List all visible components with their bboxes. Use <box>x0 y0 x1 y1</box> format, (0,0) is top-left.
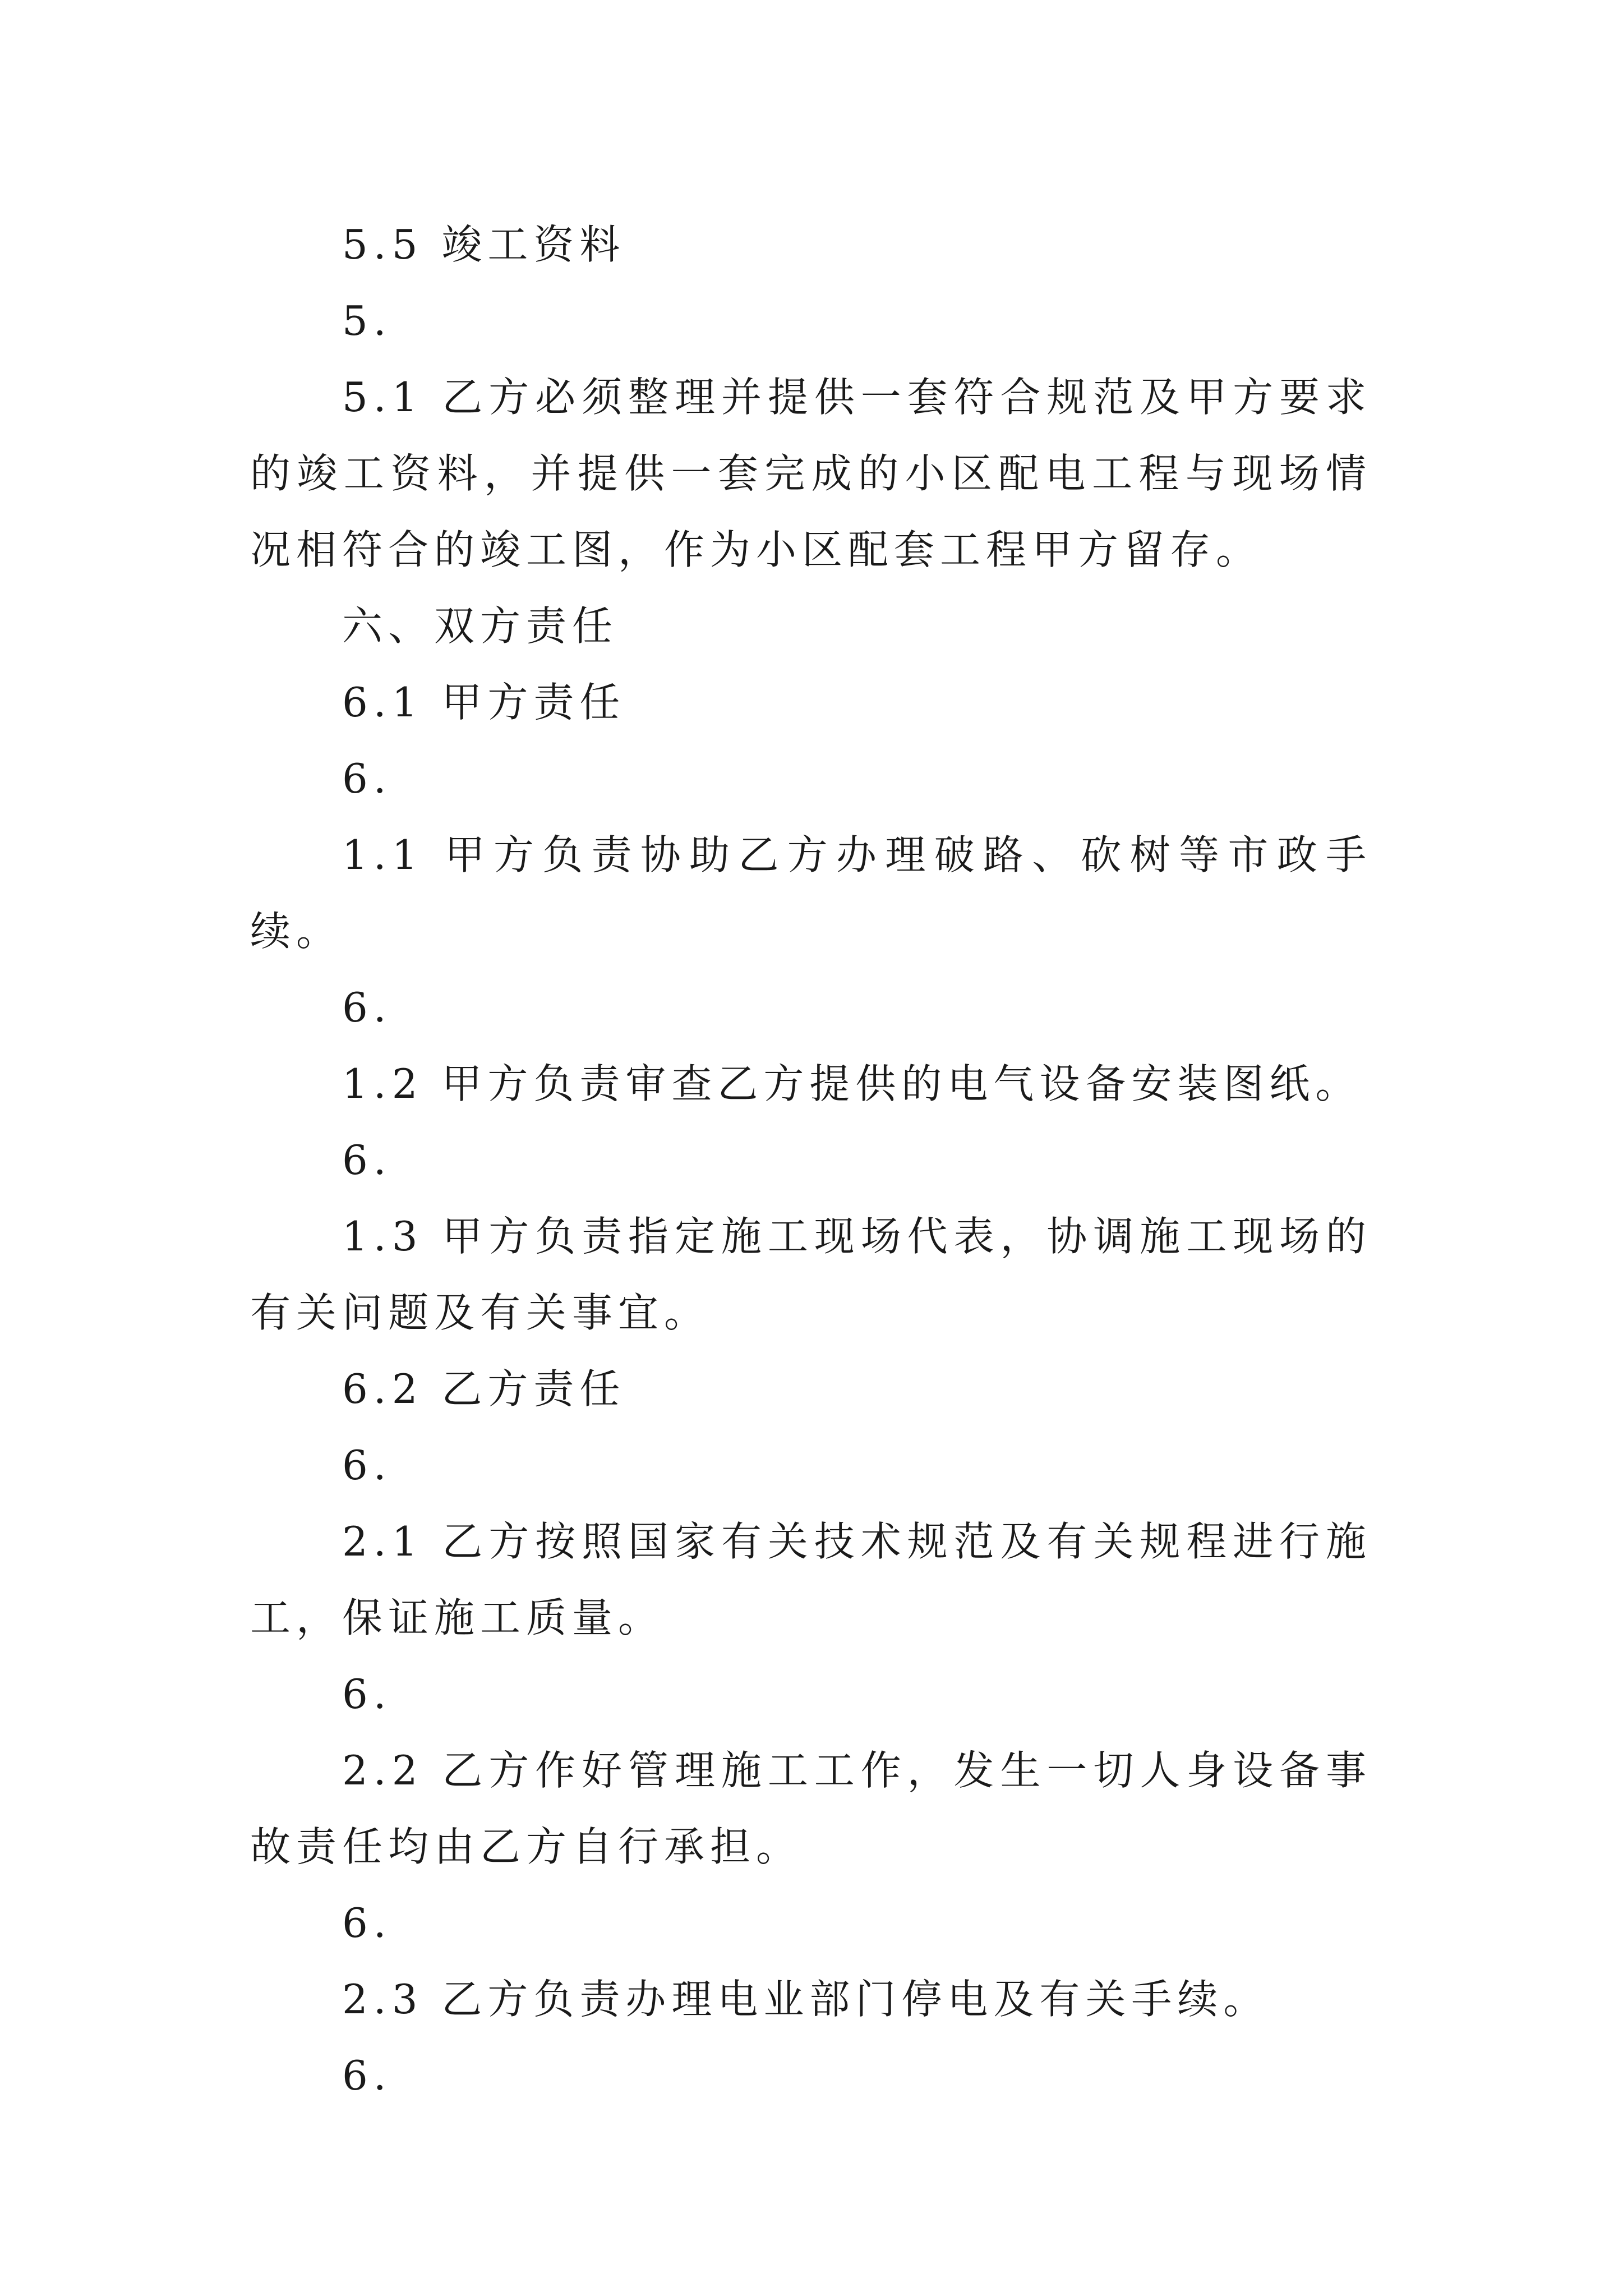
paragraph: 6. <box>342 1442 392 1489</box>
paragraph: 5.5 竣工资料 <box>342 221 626 268</box>
paragraph: 6. <box>342 1671 392 1718</box>
paragraph: 6. <box>342 1137 392 1184</box>
paragraph: 2.2 乙方作好管理施工工作，发生一切人身设备事故责任均由乙方自行承担。 <box>250 1747 1372 1870</box>
paragraph: 1.1 甲方负责协助乙方办理破路、砍树等市政手续。 <box>250 831 1372 955</box>
subsection-heading: 6.1 甲方责任 <box>342 679 626 726</box>
document-body <box>250 206 1372 2114</box>
paragraph: 6. <box>342 984 392 1031</box>
paragraph: 6. <box>342 755 392 802</box>
subsection-heading: 6.2 乙方责任 <box>342 1365 626 1412</box>
paragraph: 6. <box>342 1899 392 1947</box>
paragraph: 5. <box>342 297 392 344</box>
paragraph: 1.3 甲方负责指定施工现场代表，协调施工现场的有关问题及有关事宜。 <box>250 1213 1372 1336</box>
paragraph: 1.2 甲方负责审查乙方提供的电气设备安装图纸。 <box>342 1060 1362 1107</box>
section-heading: 六、双方责任 <box>342 602 619 650</box>
paragraph: 6. <box>342 2052 392 2099</box>
paragraph: 2.1 乙方按照国家有关技术规范及有关规程进行施工，保证施工质量。 <box>250 1518 1372 1641</box>
paragraph: 5.1 乙方必须整理并提供一套符合规范及甲方要求的竣工资料，并提供一套完成的小区配电工程与现场情况相符合的竣工图，作为小区配套工程甲方留存。 <box>250 374 1372 573</box>
paragraph: 2.3 乙方负责办理电业部门停电及有关手续。 <box>342 1976 1270 2023</box>
